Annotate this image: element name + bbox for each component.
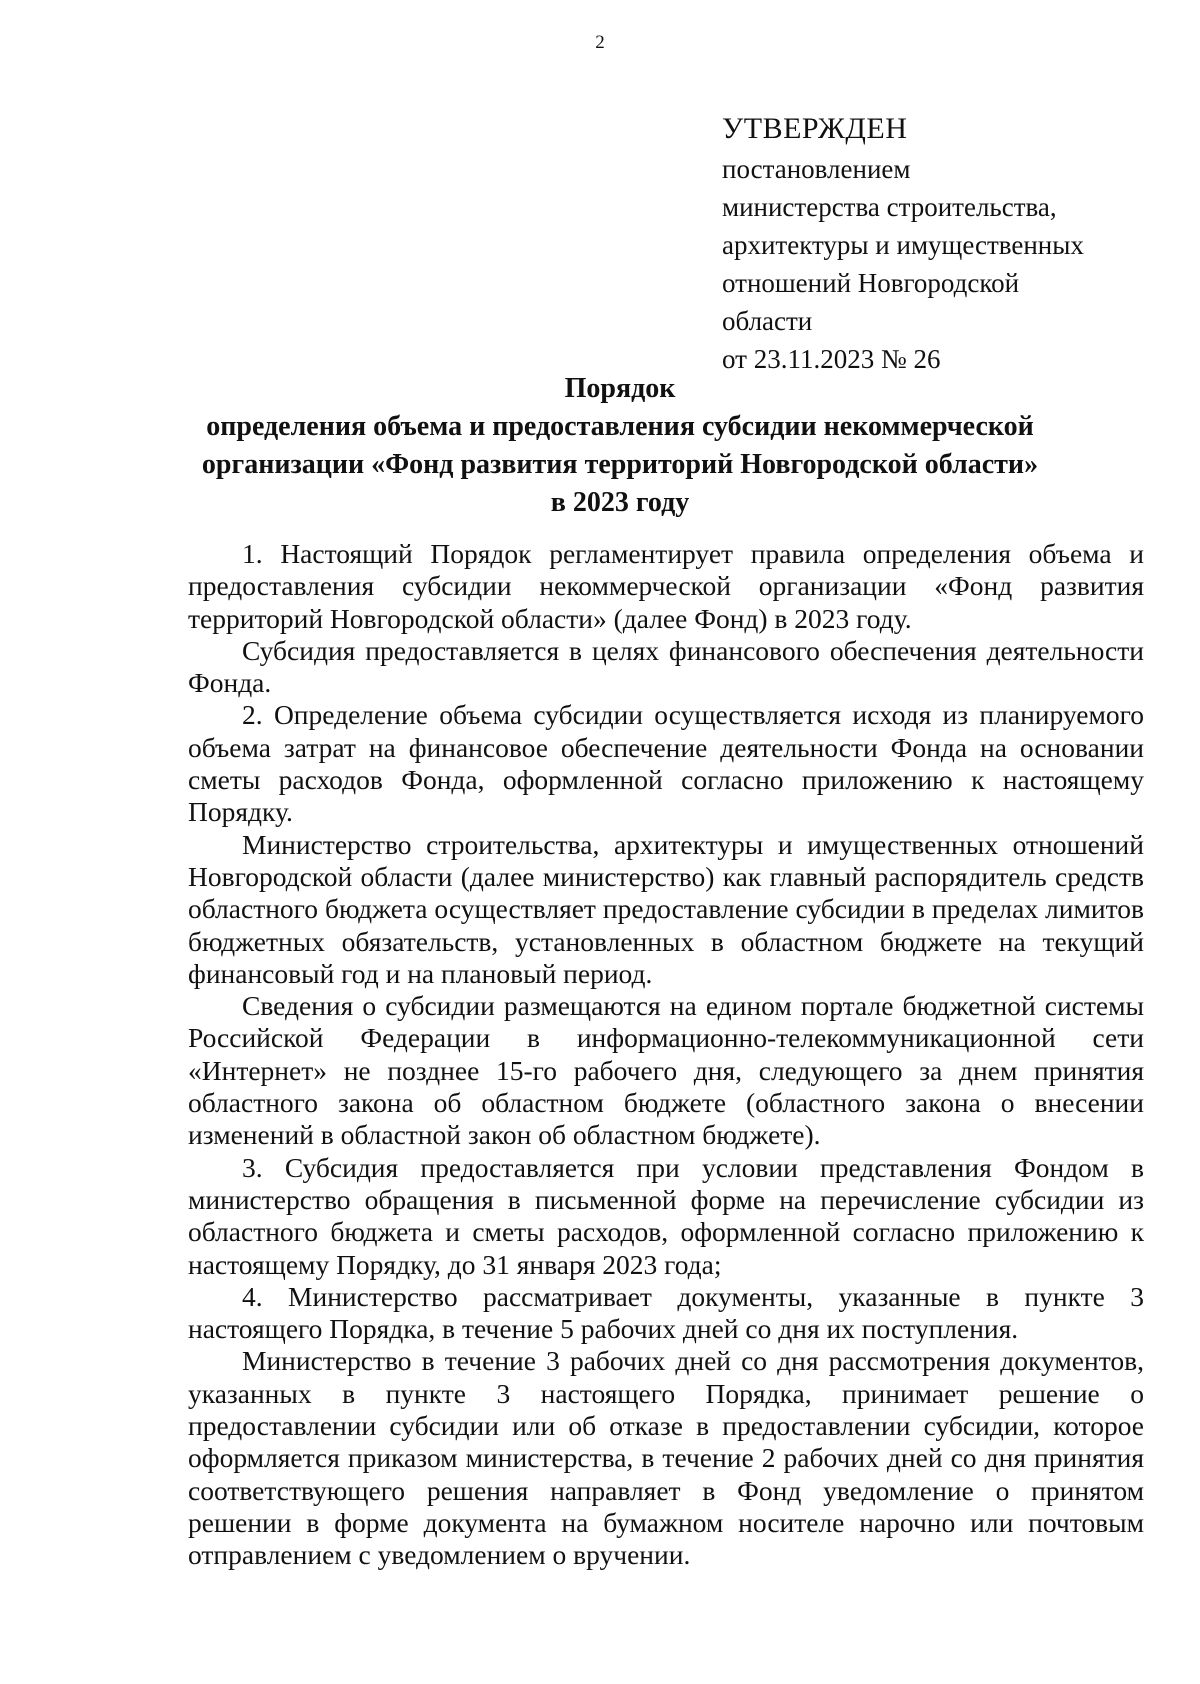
paragraph: Министерство строительства, архитектуры и имущественных отношений Новгородской области (далее министерство) как главный распорядитель средств областного бюджета осуществляет предоставление субсидии в пределах лимитов бюджетных обязательств, установленных в областном бюджете на текущий финансовый год и на плановый период. (188, 828, 1144, 989)
approval-stamp-block (722, 110, 1162, 378)
approval-line: архитектуры и имущественных (722, 230, 1084, 260)
page-number: 2 (595, 32, 605, 53)
paragraph: 2. Определение объема субсидии осуществляется исходя из планируемого объема затрат на финансовое обеспечение деятельности Фонда на основании сметы расходов Фонда, оформленной согласно приложению к настоящему Порядку. (188, 699, 1144, 828)
paragraph: 1. Настоящий Порядок регламентирует правила определения объема и предоставления субсидии некоммерческой организации «Фонд развития территорий Новгородской области» (далее Фонд) в 2023 году. (188, 538, 1144, 634)
approval-line: области (722, 306, 813, 336)
approval-line: министерства строительства, (722, 192, 1057, 222)
paragraph: 4. Министерство рассматривает документы, указанные в пункте 3 настоящего Порядка, в течение 5 рабочих дней со дня их поступления. (188, 1280, 1144, 1345)
paragraph: Сведения о субсидии размещаются на едином портале бюджетной системы Российской Федерации в информационно-телекоммуникационной сети «Интернет» не позднее 15-го рабочего дня, следующего за днем принятия областного закона об областном бюджете (областного закона о внесении изменений в областной закон об областном бюджете). (188, 990, 1144, 1151)
document-title-line: организации «Фонд развития территорий Новгородской области» (201, 449, 1039, 480)
paragraph: Министерство в течение 3 рабочих дней со дня рассмотрения документов, указанных в пункте 3 настоящего Порядка, принимает решение о предоставлении субсидии или об отказе в предоставлении субсидии, которое оформляется приказом министерства, в течение 2 рабочих дней со дня принятия соответствующего решения направляет в Фонд уведомление о принятом решении в форме документа на бумажном носителе нарочно или почтовым отправлением с уведомлением о вручении. (188, 1345, 1144, 1571)
paragraph: 3. Субсидия предоставляется при условии представления Фондом в министерство обращения в письменной форме на перечисление субсидии из областного бюджета и сметы расходов, оформленной согласно приложению к настоящему Порядку, до 31 января 2023 года; (188, 1151, 1144, 1280)
approval-line: отношений Новгородской (722, 268, 1020, 298)
document-title-line: Порядок (564, 373, 676, 404)
document-body (188, 538, 1144, 1572)
paragraph: Субсидия предоставляется в целях финансового обеспечения деятельности Фонда. (188, 634, 1144, 699)
approval-title: УТВЕРЖДЕН (722, 112, 908, 145)
approval-line: от 23.11.2023 № 26 (722, 344, 941, 374)
document-title-line: в 2023 году (550, 487, 690, 518)
document-title (180, 370, 1060, 522)
document-title-line: определения объема и предоставления субсидии некоммерческой (206, 411, 1034, 442)
approval-line: постановлением (722, 154, 911, 184)
